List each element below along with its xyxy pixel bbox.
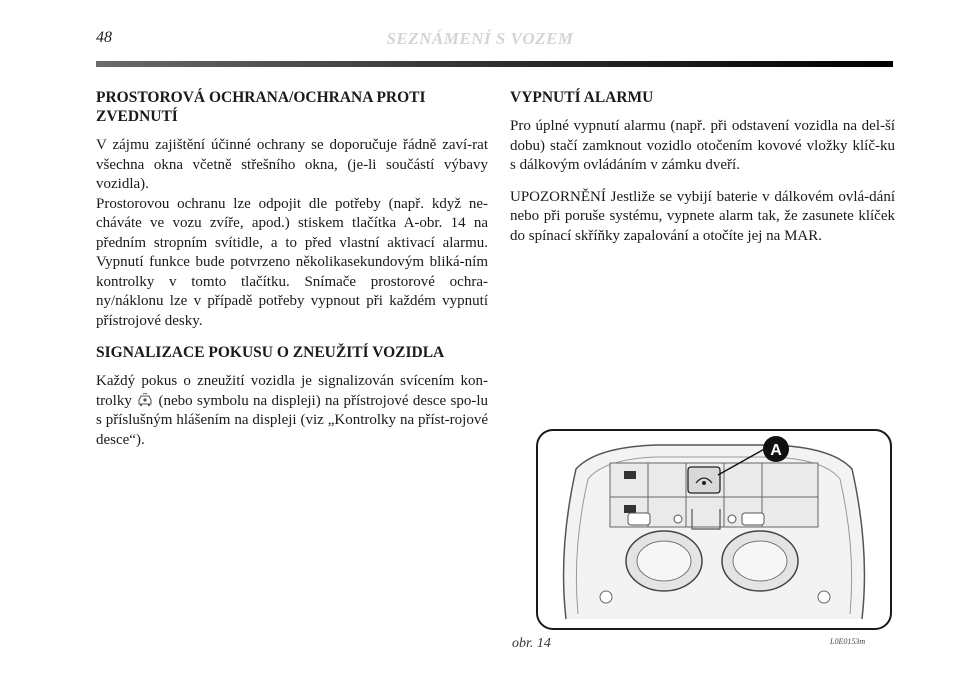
- car-alarm-icon: [137, 393, 153, 407]
- header-rule: [96, 61, 893, 67]
- page-number: 48: [96, 29, 112, 46]
- figure-roof-console: [536, 429, 892, 630]
- tamper-text-after: (nebo symbolu na displeji) na přístrojové desce spo-lu s příslušným hlášením na displeji (viz „Kontrolky na příst-rojové desce“).: [96, 392, 489, 448]
- volumetric-button-a: [688, 467, 720, 493]
- paragraph-tamper-signal: [96, 372, 488, 450]
- paragraph-disable-protection: Prostorovou ochranu lze odpojit dle potřeby (např. když ne-cháváte ve vozu zvíře, apod.) stiskem tlačítka A-obr. 14 na předním stropním svítidle, a to před vlastní aktivací alarmu. Vypnutí funkce bude potvrzeno několikasekundovým bliká-ním kontrolky v tomto tlačítku. Snímače prostorové ochra-ny/náklonu lze v případě potřeby vypnout při každém vypnutí přístrojové desky.: [96, 195, 488, 329]
- left-column: [96, 88, 488, 450]
- paragraph-alarm-off: Pro úplné vypnutí alarmu (např. při odstavení vozidla na del-ší dobu) stačí zamknout vozidlo otočením kovové vložky klíč-ku s dálkovým ovládáním v zámku dveří.: [510, 118, 895, 173]
- chapter-title: SEZNÁMENÍ S VOZEM: [386, 29, 574, 48]
- switch-icon-1: [624, 471, 636, 479]
- paragraph-close-windows: V zájmu zajištění účinné ochrany se doporučuje řádně zaví-rat všechna okna včetně střešního okna, (je-li součástí výbavy vozidla).: [96, 137, 488, 192]
- switch-icon-2: [624, 505, 636, 513]
- right-column: [510, 88, 895, 246]
- figure-code: L0E0153m: [830, 637, 866, 646]
- section-title-alarm-off: VYPNUTÍ ALARMU: [510, 89, 654, 106]
- callout-label: A: [770, 442, 782, 459]
- tamper-text-before: Každý pokus o zneužití vozidla je signalizován svícením kon-trolky: [96, 373, 488, 409]
- paragraph-warning: UPOZORNĚNÍ Jestliže se vybijí baterie v dálkovém ovlá-dání nebo při poruše systému, vypnete alarm tak, že zasunete klíček do spínací skříňky zapalování a otočíte jej na MAR.: [510, 188, 895, 244]
- figure-caption: obr. 14: [512, 636, 551, 651]
- section-title-tamper-signal: SIGNALIZACE POKUSU O ZNEUŽITÍ VOZIDLA: [96, 344, 445, 361]
- section-title-volumetric-protection: PROSTOROVÁ OCHRANA/OCHRANA PROTI ZVEDNUTÍ: [96, 89, 426, 125]
